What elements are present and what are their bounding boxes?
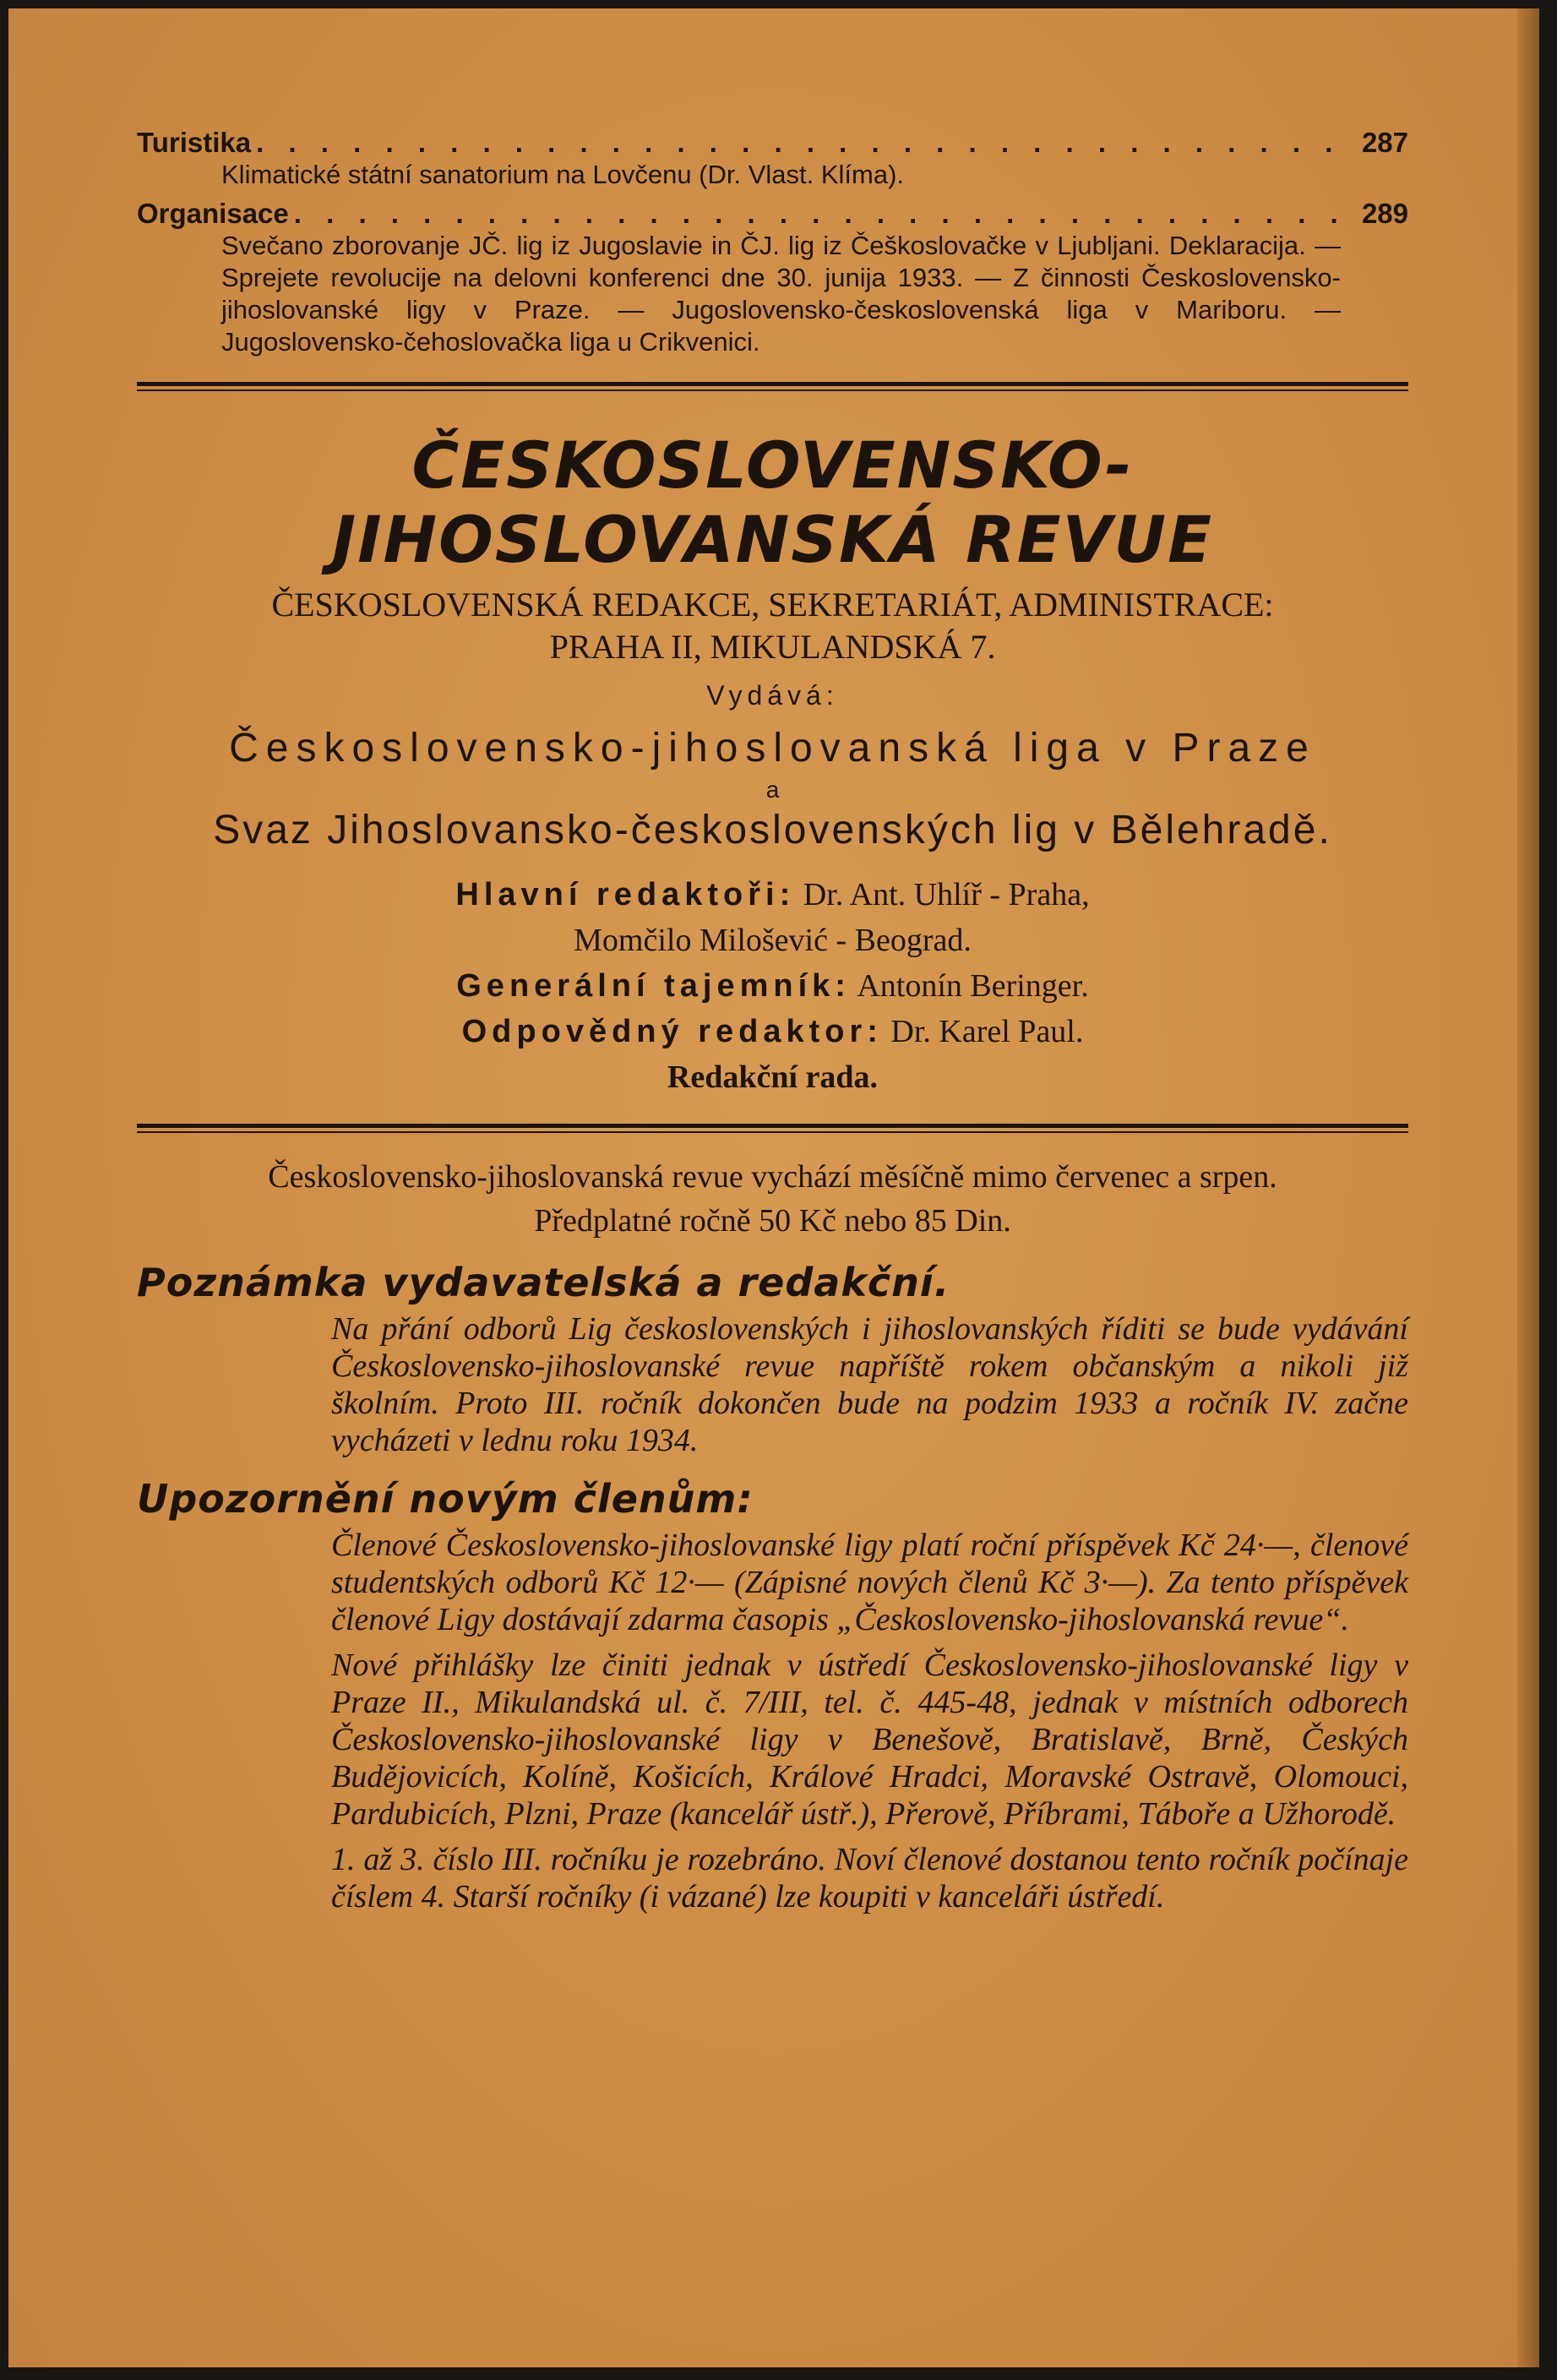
toc-leader-dots bbox=[294, 198, 1357, 230]
upozorneni-heading: Upozornění novým členům: bbox=[137, 1476, 754, 1522]
publisher-conjunction: a bbox=[765, 776, 780, 803]
responsible-editor-line bbox=[137, 1009, 1408, 1054]
toc-page-number: 289 bbox=[1361, 198, 1408, 229]
divider-middle bbox=[137, 1124, 1408, 1133]
upozorneni-paragraph-2: Nové přihlášky lze činiti jednak v ústředí Československo-jihoslovanské ligy v Praze II., Mikulandská ul. č. 7/III, tel. č. 445-48, jednak v místních odborech Československo-jihoslovanské ligy v Benešově, Bratislavě, Brně, Českých Budějovicích, Kolíně, Košicích, Králové Hradci, Moravské Ostravě, Olomouci, Pardubicích, Plzni, Praze (kancelář ústř.), Přerově, Příbrami, Táboře a Užhorodě. bbox=[331, 1647, 1408, 1832]
upozorneni-paragraph-1: Členové Československo-jihoslovanské ligy platí roční příspěvek Kč 24·—, členové studentských odborů Kč 12·— (Zápisné nových členů Kč 3·—). Za tento příspěvek členové Ligy dostávají zdarma časopis „Československo-jihoslovanská revue“. bbox=[331, 1528, 1408, 1637]
chief-editors-value-2: Momčilo Milošević - Beograd. bbox=[574, 923, 972, 958]
subscription-info bbox=[137, 1155, 1408, 1243]
poznamka-text: Na přání odborů Lig československých i jihoslovanských říditi se bude vydávání Československo-jihoslovanské revue napříště rokem občanským a nikoli již školním. Proto III. ročník dokončen bude na podzim 1933 a ročník IV. začne vycházeti v lednu roku 1934. bbox=[331, 1311, 1408, 1458]
general-secretary-line bbox=[137, 963, 1408, 1009]
editorial-address bbox=[137, 584, 1408, 668]
toc-row bbox=[137, 127, 1408, 159]
chief-editors-value: Dr. Ant. Uhlíř - Praha, bbox=[803, 877, 1090, 912]
publisher-1: Československo-jihoslovanská liga v Praze bbox=[229, 726, 1316, 771]
vydava-label: Vydává: bbox=[706, 680, 839, 711]
masthead-title bbox=[137, 428, 1408, 577]
toc-entry-turistika bbox=[137, 127, 1408, 191]
staff-block bbox=[137, 872, 1408, 1100]
chief-editors-line bbox=[137, 872, 1408, 918]
general-secretary-label: Generální tajemník: bbox=[456, 968, 851, 1004]
content bbox=[137, 127, 1408, 1924]
redakce-line-2: PRAHA II, MIKULANDSKÁ 7. bbox=[549, 628, 996, 666]
page bbox=[8, 8, 1539, 2367]
publisher-2: Svaz Jihoslovansko-československých lig v Bělehradě. bbox=[213, 808, 1332, 852]
toc-title: Organisace bbox=[137, 198, 289, 229]
subscription-price: Předplatné ročně 50 Kč nebo 85 Din. bbox=[534, 1203, 1011, 1239]
divider-top bbox=[137, 382, 1408, 391]
toc-row bbox=[137, 198, 1408, 230]
editorial-board: Redakční rada. bbox=[667, 1059, 879, 1095]
toc-title: Turistika bbox=[137, 127, 252, 158]
redakce-line-1: ČESKOSLOVENSKÁ REDAKCE, SEKRETARIÁT, ADMINISTRACE: bbox=[271, 585, 1274, 624]
responsible-editor-value: Dr. Karel Paul. bbox=[890, 1014, 1084, 1049]
toc-leader-dots bbox=[256, 127, 1357, 159]
toc-entry-organisace bbox=[137, 198, 1408, 358]
toc-page-number: 287 bbox=[1361, 127, 1408, 158]
chief-editors-label: Hlavní redaktoři: bbox=[455, 877, 796, 912]
masthead-line-1: ČESKOSLOVENSKO- bbox=[411, 428, 1134, 503]
general-secretary-value: Antonín Beringer. bbox=[857, 968, 1089, 1004]
page-edge bbox=[1517, 8, 1539, 2367]
toc-description: Klimatické státní sanatorium na Lovčenu (Dr. Vlast. Klíma). bbox=[221, 160, 905, 189]
publication-frequency: Československo-jihoslovanská revue vychází měsíčně mimo červenec a srpen. bbox=[268, 1159, 1277, 1195]
poznamka-heading: Poznámka vydavatelská a redakční. bbox=[137, 1260, 950, 1305]
responsible-editor-label: Odpovědný redaktor: bbox=[461, 1014, 883, 1049]
masthead-line-2: JIHOSLOVANSKÁ REVUE bbox=[332, 502, 1213, 577]
upozorneni-paragraph-3: 1. až 3. číslo III. ročníku je rozebráno. Noví členové dostanou tento ročník počínaje číslem 4. Starší ročníky (i vázané) lze koupiti v kanceláři ústředí. bbox=[331, 1842, 1408, 1914]
toc-description: Svečano zborovanje JČ. lig iz Jugoslavie in ČJ. lig iz Češkoslovačke v Ljubljani. Deklaracija. — Sprejete revolucije na delovni konferenci dne 30. junija 1933. — Z činnosti Československo-jihoslovanské ligy v Praze. — Jugoslovensko-československá liga v Mariboru. — Jugoslovensko-čehoslovačka liga u Crikvenici. bbox=[221, 231, 1341, 357]
